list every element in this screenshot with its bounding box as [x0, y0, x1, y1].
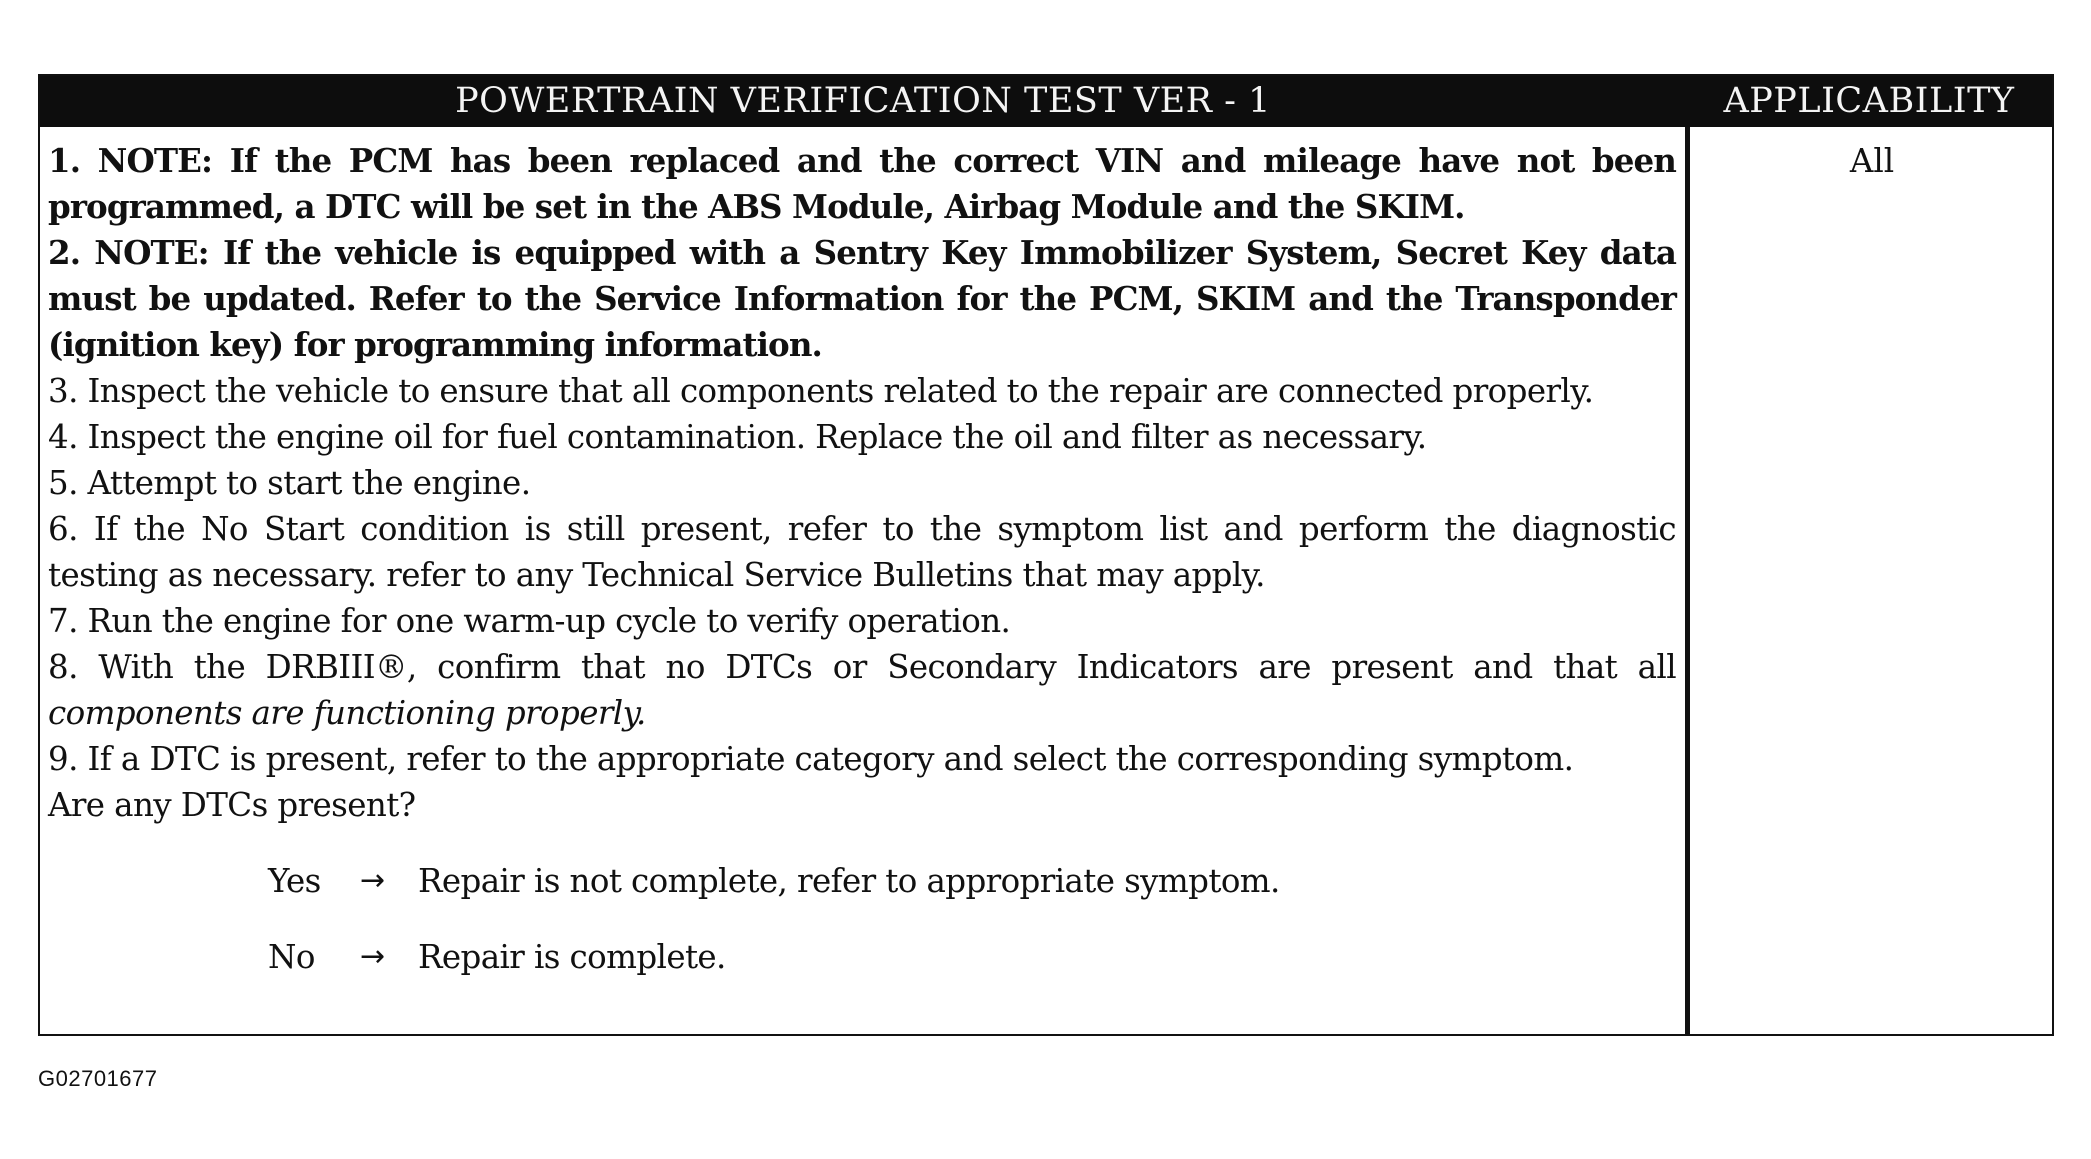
question: Are any DTCs present? [48, 786, 416, 824]
figure-id: G02701677 [38, 1066, 158, 1091]
answer-result: Repair is complete. [418, 938, 726, 976]
answer-no [268, 934, 1676, 980]
answer-label: No [268, 938, 315, 976]
answer-yes [268, 858, 1676, 904]
applicability-header: APPLICABILITY [1723, 81, 2015, 121]
verification-test-table [38, 74, 2054, 1036]
step-2-note: 2. NOTE: If the vehicle is equipped with a Sentry Key Immobilizer System, Secret Key data must be updated. Refer to the Service Information for the PCM, SKIM and the Transponder (ignition key) for programming information. [48, 233, 1676, 364]
step-5: 5. Attempt to start the engine. [48, 464, 531, 502]
step-3: 3. Inspect the vehicle to ensure that all components related to the repair are connected properly. [48, 372, 1594, 410]
step-8 [48, 644, 1676, 736]
right-arrow-icon: → [360, 863, 385, 898]
test-title: POWERTRAIN VERIFICATION TEST VER - 1 [455, 81, 1271, 121]
step-1-note: 1. NOTE: If the PCM has been replaced and the correct VIN and mileage have not been programmed, a DTC will be set in the ABS Module, Airbag Module and the SKIM. [48, 141, 1676, 226]
step-9: 9. If a DTC is present, refer to the appropriate category and select the corresponding symptom. [48, 740, 1574, 778]
step-8-text: 8. With the DRBIII®, confirm that no DTCs or Secondary Indicators are present and that all [48, 648, 1676, 686]
table-header [40, 76, 2052, 127]
test-steps [48, 138, 1676, 1010]
step-8-continuation: components are functioning properly. [48, 694, 646, 732]
right-arrow-icon: → [360, 939, 385, 974]
step-6: 6. If the No Start condition is still present, refer to the symptom list and perform the diagnostic testing as necessary. refer to any Technical Service Bulletins that may apply. [48, 510, 1676, 594]
applicability-value: All [1849, 142, 1895, 180]
step-7: 7. Run the engine for one warm-up cycle to verify operation. [48, 602, 1011, 640]
answer-label: Yes [268, 862, 321, 900]
step-4: 4. Inspect the engine oil for fuel contamination. Replace the oil and filter as necessary. [48, 418, 1427, 456]
answer-list [48, 858, 1676, 980]
answer-result: Repair is not complete, refer to appropriate symptom. [418, 862, 1280, 900]
column-divider [1685, 127, 1690, 1034]
